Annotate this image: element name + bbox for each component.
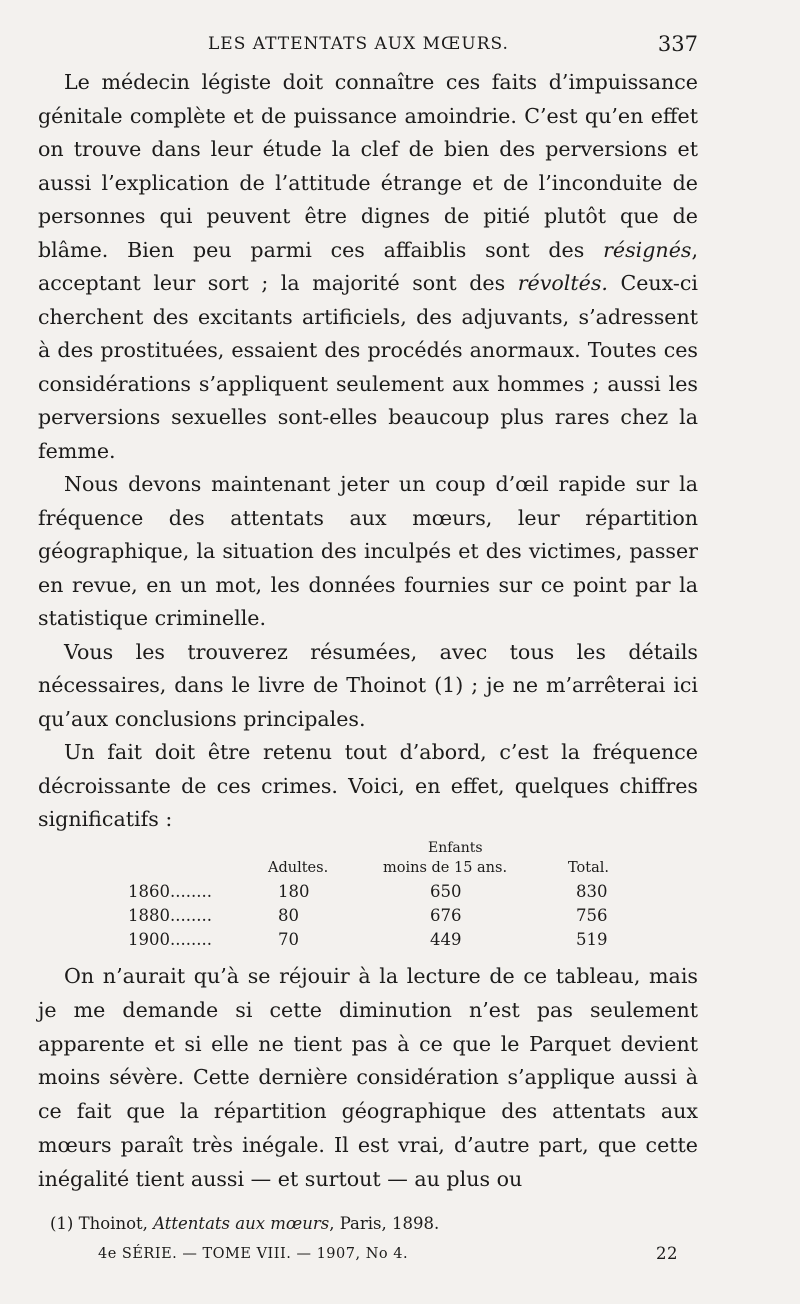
body-text-top [38,66,698,837]
column-header-children: moins de 15 ans. [383,860,508,876]
series-volume: 4e SÉRIE. — TOME VIII. — 1907, No 4. [98,1246,409,1262]
body-text-bottom [38,960,698,1197]
column-header-adults: Adultes. [268,860,329,876]
table-row [128,930,648,954]
italic-resignes: résignés [603,237,692,262]
table-cell-total: 756 [576,906,608,925]
table-header-enfants: Enfants [428,840,483,856]
paragraph-1-mid: , acceptant leur sort ; la majorité sont des [38,237,698,295]
running-head [38,34,698,60]
paragraph-1-end: Ceux-ci cherchent des excitants artificiels, des adjuvants, s’adressent à des prostituées, essaient des procédés anormaux. Toutes ces considérations s’appliquent seulement aux hommes ; aussi les perversions sexuelles sont-elles beaucoup plus rares chez la femme. [38,271,699,463]
table-header-row [128,860,648,880]
paragraph-3: Vous les trouverez résumées, avec tous les détails nécessaires, dans le livre de Thoinot (1) ; je ne m’arrêterai ici qu’aux conclusions principales. [38,639,698,731]
page-number: 337 [657,32,698,56]
footnote-marker: (1) Thoinot, [50,1214,148,1233]
table-cell-year: 1880........ [128,906,212,925]
footnote [50,1214,439,1233]
signature-mark: 22 [656,1244,678,1263]
paragraph-4: Un fait doit être retenu tout d’abord, c’est la fréquence décroissante de ces crimes. Voici, en effet, quelques chiffres significatifs : [38,740,698,831]
footnote-rest: , Paris, 1898. [329,1214,440,1233]
table-cell-children: 449 [430,930,462,949]
footnote-title: Attentats aux mœurs [153,1214,330,1233]
table-cell-children: 676 [430,906,462,925]
table-cell-year: 1860........ [128,882,212,901]
signature-line [98,1246,678,1270]
paragraph-2: Nous devons maintenant jeter un coup d’œil rapide sur la fréquence des attentats aux mœurs, leur répartition géographique, la situation des inculpés et des victimes, passer en revue, en un mot, les données fournies sur ce point par la statistique criminelle. [38,472,698,630]
paragraph-1-text: Le médecin légiste doit connaître ces faits d’impuissance génitale complète et de puissance amoindrie. C’est qu’en effet on trouve dans leur étude la clef de bien des perversions et aussi l’explication de l’attitude étrange et de l’inconduite de personnes qui peuvent être dignes de pitié plutôt que de blâme. Bien peu parmi ces affaiblis sont des [38,70,698,262]
table-cell-year: 1900........ [128,930,212,949]
table-row [128,906,648,930]
paragraph-5: On n’aurait qu’à se réjouir à la lecture de ce tableau, mais je me demande si cette diminution n’est pas seulement apparente et si elle ne tient pas à ce que le Parquet devient moins sévère. Cette dernière considération s’applique aussi à ce fait que la répartition géographique des attentats aux mœurs paraît très inégale. Il est vrai, d’autre part, que cette inégalité tient aussi — et surtout — au plus ou [38,964,698,1191]
table-cell-total: 830 [576,882,608,901]
running-title: LES ATTENTATS AUX MŒURS. [208,34,509,54]
table-cell-total: 519 [576,930,608,949]
table-cell-adults: 70 [278,930,299,949]
paragraph-1 [38,66,698,468]
table-row [128,882,648,906]
column-header-total: Total. [568,860,609,876]
book-page [38,0,698,1304]
table-cell-adults: 180 [278,882,310,901]
table-cell-children: 650 [430,882,462,901]
table-cell-adults: 80 [278,906,299,925]
italic-revoltes: révoltés. [517,271,608,295]
